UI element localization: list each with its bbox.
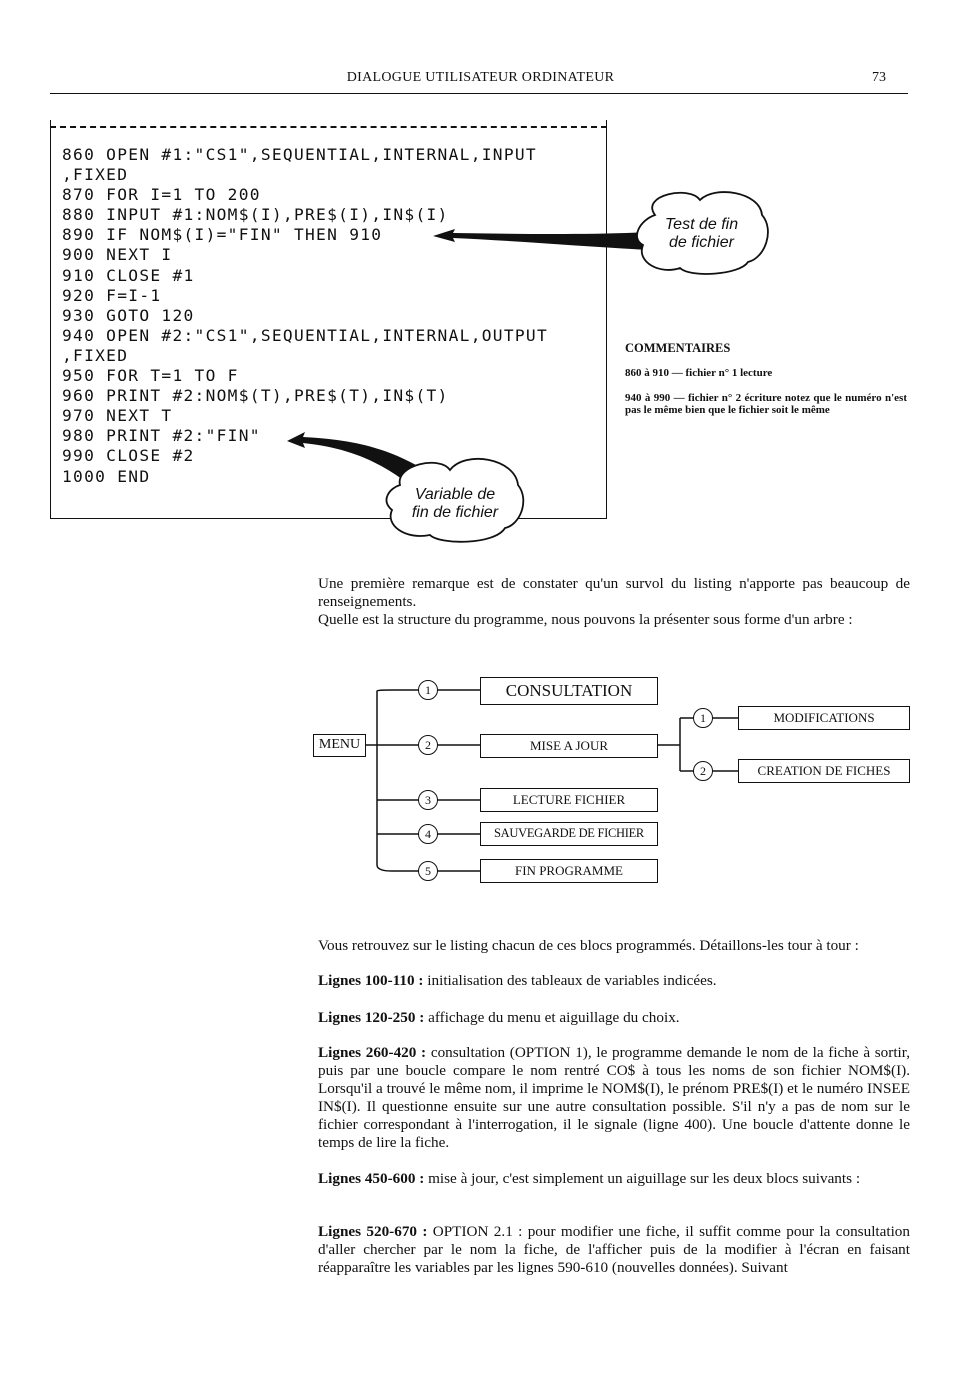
code-line: 1000 END <box>62 466 151 486</box>
branch-number: 5 <box>418 861 438 881</box>
callout-end-of-file-variable <box>390 486 520 522</box>
branch-number: 2 <box>418 735 438 755</box>
branch-number: 4 <box>418 824 438 844</box>
code-line: 860 OPEN #1:"CS1",SEQUENTIAL,INTERNAL,INPUT <box>62 145 537 164</box>
code-line: 990 CLOSE #2 <box>62 446 195 466</box>
code-line: 940 OPEN #2:"CS1",SEQUENTIAL,INTERNAL,OUTPUT <box>62 325 549 345</box>
tree-node-mise-a-jour: MISE A JOUR <box>480 734 658 758</box>
lines-description: consultation (OPTION 1), le programme demande le nom de la fiche à sortir, puis par une boucle compare le nom rentré CO$ à tous les noms de son fichier NOM$(I). Lorsqu'il a trouvé le même nom, il imprime le NOM$(I), le prénom PRE$(I) et le numéro INSEE IN$(I). Il questionne ensuite sur une autre consultation possible. S'il n'y a pas de nom sur le fichier correspondant à l'interrogation, il le signale (ligne 400). Une boucle d'attente donne le temps de lire la fiche. <box>318 1044 911 1151</box>
comments-title: COMMENTAIRES <box>625 341 731 355</box>
callout-arrow-1 <box>433 229 650 250</box>
code-line: 890 IF NOM$(I)="FIN" THEN 910 <box>62 225 383 245</box>
code-line: 910 CLOSE #1 <box>62 265 195 285</box>
lines-description: affichage du menu et aiguillage du choix. <box>424 1009 680 1026</box>
lines-paragraph <box>318 1009 910 1027</box>
callout-line: fin de fichier <box>411 504 499 521</box>
code-line: ,FIXED <box>62 345 129 365</box>
tree-node-fin-programme: FIN PROGRAMME <box>480 859 658 883</box>
tree-node-sauvegarde: SAUVEGARDE DE FICHIER <box>480 822 658 846</box>
code-line: 950 FOR T=1 TO F <box>62 366 239 386</box>
callout-line: Variable de <box>414 486 496 503</box>
lines-description: initialisation des tableaux de variables indicées. <box>423 972 717 989</box>
sub-branch-number: 2 <box>693 761 713 781</box>
sub-branch-number: 1 <box>693 708 713 728</box>
branch-number: 3 <box>418 790 438 810</box>
comment-item: 860 à 910 — fichier n° 1 lecture <box>625 366 773 379</box>
tree-node-lecture-fichier: LECTURE FICHIER <box>480 788 658 812</box>
code-line: 920 F=I-1 <box>62 285 162 305</box>
lines-paragraph <box>318 1044 910 1152</box>
lines-description: OPTION 2.1 : pour modifier une fiche, il suffit comme pour la consultation d'aller chercher par le nom la fiche, de l'afficher puis de la modifier à l'écran en faisant réapparaître les variables par les lignes 590-610 (nouvelles données). Suivant <box>318 1223 910 1276</box>
tree-node-creation-fiches: CREATION DE FICHES <box>738 759 910 783</box>
page-number: 73 <box>872 70 886 85</box>
callout-end-of-file-test <box>644 216 759 252</box>
code-line: 900 NEXT I <box>62 245 173 265</box>
lines-paragraph <box>318 1223 910 1277</box>
lines-range: Lignes 520-670 : <box>318 1223 428 1240</box>
callout-line: Test de fin <box>664 216 739 233</box>
comment-item: 940 à 990 — fichier n° 2 écriture notez que le numéro n'est pas le même bien que le fichier soit le même <box>625 392 907 416</box>
intro-paragraph: Une première remarque est de constater qu'un survol du listing n'apporte pas beaucoup de renseignements. <box>318 575 910 610</box>
code-line: 930 GOTO 120 <box>62 305 195 325</box>
lines-range: Lignes 100-110 : <box>318 972 424 989</box>
lines-description: mise à jour, c'est simplement un aiguillage sur les deux blocs suivants : <box>424 1170 861 1187</box>
lines-range: Lignes 260-420 : <box>318 1044 427 1061</box>
blocks-intro-paragraph: Vous retrouvez sur le listing chacun de ces blocs programmés. Détaillons-les tour à tour : <box>318 937 859 954</box>
tree-root-menu: MENU <box>313 734 366 757</box>
tree-node-consultation: CONSULTATION <box>480 677 658 705</box>
code-line: ,FIXED <box>62 165 129 185</box>
code-line: 960 PRINT #2:NOM$(T),PRE$(T),IN$(T) <box>62 386 449 406</box>
code-line: 980 PRINT #2:"FIN" <box>62 426 261 446</box>
callout-line: de fichier <box>669 234 734 251</box>
tree-node-modifications: MODIFICATIONS <box>738 706 910 730</box>
intro-paragraph: Quelle est la structure du programme, nous pouvons la présenter sous forme d'un arbre : <box>318 611 853 628</box>
comments-block <box>625 343 907 416</box>
branch-number: 1 <box>418 680 438 700</box>
running-header: DIALOGUE UTILISATEUR ORDINATEUR <box>346 70 615 85</box>
code-line: 970 NEXT T <box>62 406 173 426</box>
lines-paragraph <box>318 972 910 990</box>
code-line: 870 FOR I=1 TO 200 <box>62 185 261 205</box>
lines-paragraph <box>318 1170 910 1188</box>
lines-range: Lignes 450-600 : <box>318 1170 425 1187</box>
code-line: 880 INPUT #1:NOM$(I),PRE$(I),IN$(I) <box>62 205 449 225</box>
lines-range: Lignes 120-250 : <box>318 1009 425 1026</box>
